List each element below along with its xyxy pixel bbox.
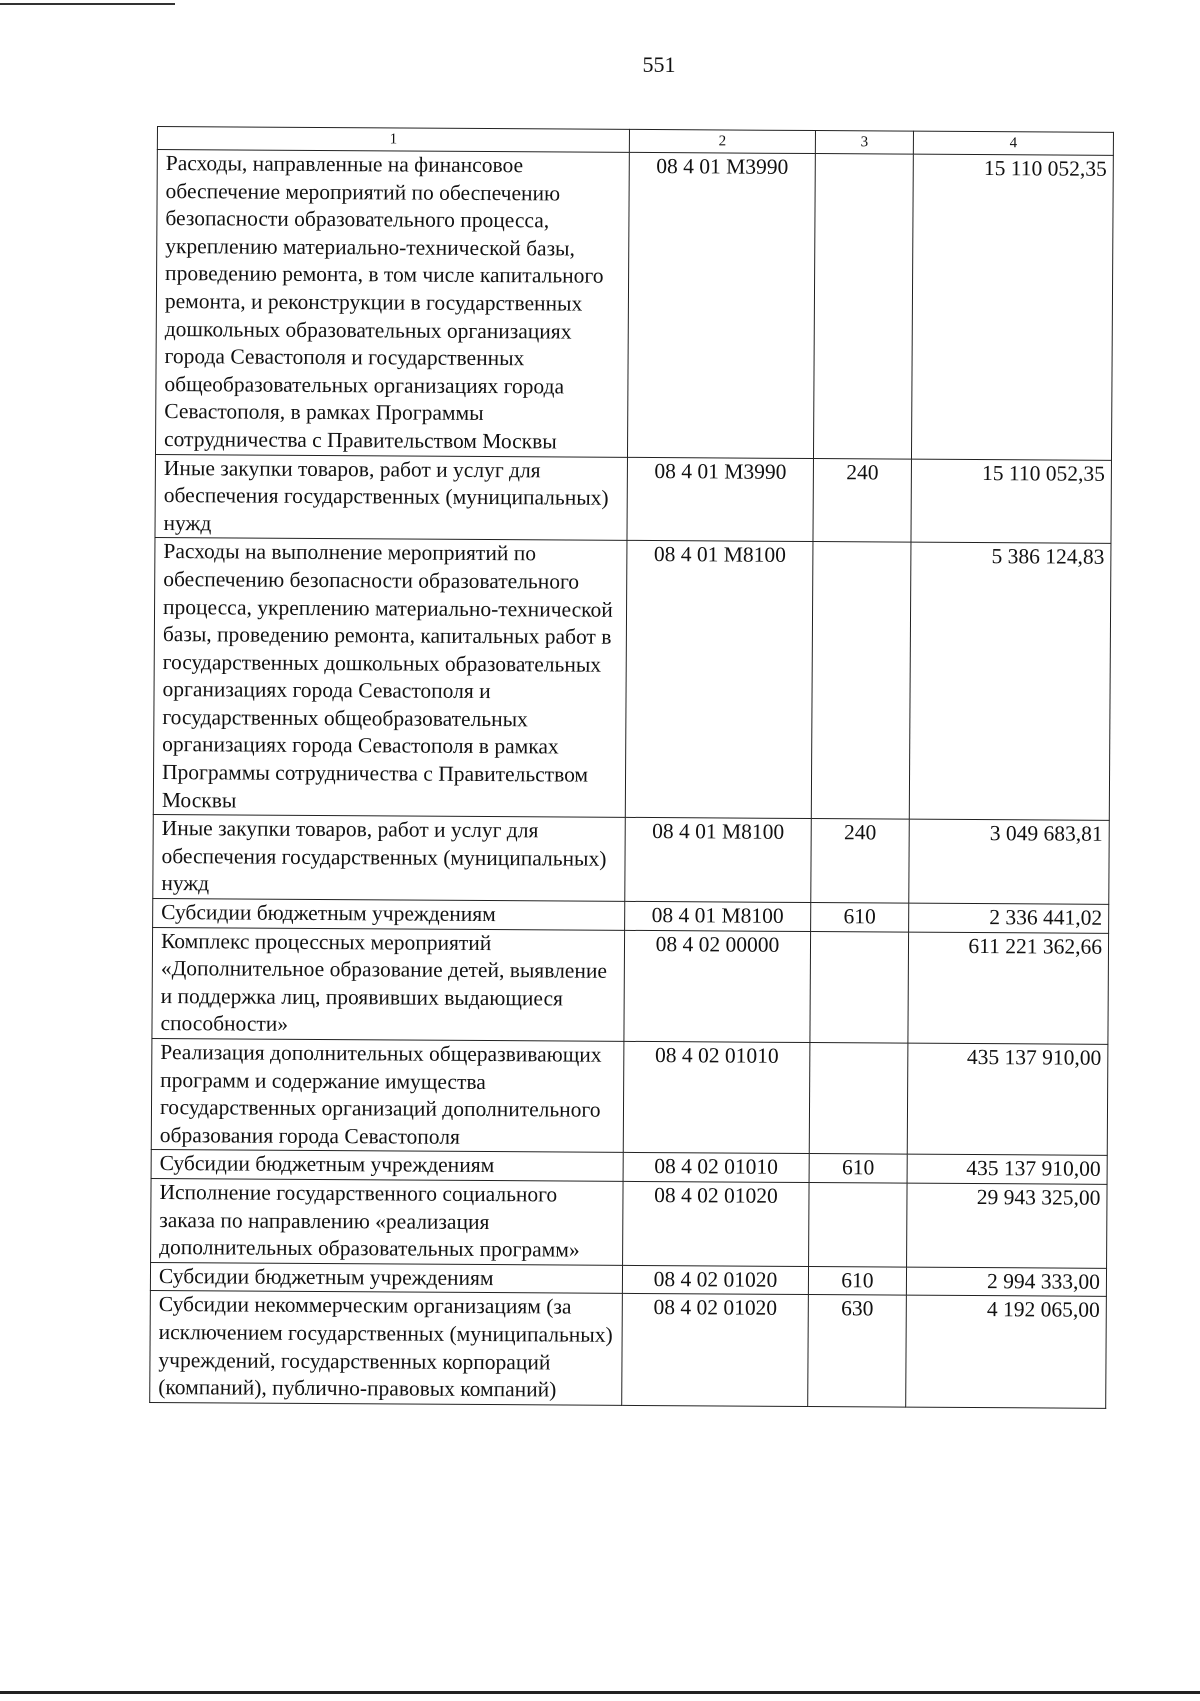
row-amount: 3 049 683,81 [909,819,1110,904]
row-name: Реализация дополнительных общеразвивающих программ и содержание имущества государственных организаций дополнительного образования города Севастополя [151,1038,624,1152]
row-amount: 2 336 441,02 [909,903,1109,933]
row-amount: 611 221 362,66 [908,932,1109,1045]
row-name: Иные закупки товаров, работ и услуг для обеспечения государственных (муниципальных) нужд [155,454,628,541]
row-amount: 15 110 052,35 [911,154,1113,460]
row-kind: 240 [813,458,912,542]
row-name: Иные закупки товаров, работ и услуг для обеспечения государственных (муниципальных) нужд [153,815,626,902]
row-code: 08 4 02 01020 [623,1181,810,1266]
row-amount: 29 943 325,00 [907,1183,1108,1268]
row-code: 08 4 02 01010 [623,1153,809,1183]
column-header: 2 [629,129,815,153]
table-row [152,927,1109,1044]
column-header: 4 [913,131,1113,155]
row-kind [810,931,909,1043]
row-kind [813,154,913,459]
table-row [151,1038,1108,1155]
row-amount: 2 994 333,00 [906,1267,1106,1297]
row-name: Расходы, направленные на финансовое обеспечение мероприятий по обеспечению безопасности образовательного процесса, укреплению материально-технической базы, проведению ремонта, в том числе капитального ремонта, и реконструкции в государственных дошкольных образовательных организациях города Севастополя и государственных общеобразовательных организациях города Севастополя, в рамках Программы сотрудничества с Правительством Москвы [155,150,629,457]
column-header: 1 [157,127,629,153]
table-row [155,454,1111,544]
row-kind: 240 [811,819,910,903]
row-amount: 435 137 910,00 [907,1043,1108,1156]
row-name: Комплекс процессных мероприятий «Дополнительное образование детей, выявление и поддержка лиц, проявивших выдающиеся способности» [152,927,625,1041]
row-code: 08 4 02 01020 [622,1265,808,1295]
row-amount: 5 386 124,83 [909,542,1111,820]
row-code: 08 4 02 01020 [622,1294,809,1407]
row-code: 08 4 01 M8100 [625,541,813,819]
row-code: 08 4 01 M8100 [625,901,811,931]
row-kind: 630 [808,1295,907,1407]
row-kind [809,1043,908,1155]
table-row [155,150,1113,460]
row-name: Субсидии некоммерческим организациям (за исключением государственных (муниципальных) учреждений, государственных корпораций (компаний), публично-правовых компаний) [150,1291,623,1405]
row-kind [809,1182,908,1266]
row-amount: 15 110 052,35 [911,459,1112,544]
row-amount: 435 137 910,00 [907,1154,1107,1184]
column-header: 3 [815,131,913,155]
page-number: 551 [642,52,676,77]
row-kind: 610 [808,1266,906,1295]
table-row [151,1178,1107,1268]
table-row [150,1291,1107,1408]
scan-edge-bottom [0,1691,1200,1694]
row-name: Субсидии бюджетным учреждениям [153,899,625,930]
budget-table [149,126,1114,1409]
row-amount: 4 192 065,00 [906,1295,1107,1408]
table-row [153,815,1109,905]
row-kind [811,542,911,820]
row-name: Субсидии бюджетным учреждениям [151,1150,623,1181]
row-code: 08 4 02 01010 [623,1041,810,1154]
row-code: 08 4 01 M3990 [627,152,815,458]
row-kind: 610 [811,903,909,932]
table-row [153,538,1111,821]
row-name: Субсидии бюджетным учреждениям [150,1262,622,1293]
scan-edge-top [0,3,175,5]
row-code: 08 4 01 M3990 [627,457,814,542]
row-name: Исполнение государственного социального заказа по направлению «реализация дополнительных образовательных программ» [151,1178,624,1265]
row-name: Расходы на выполнение мероприятий по обеспечению безопасности образовательного процесса, укреплению материально-технической базы, проведению ремонта, капитальных работ в государственных дошкольных образовательных организациях города Севастополя и государственных общеобразовательных организациях города Севастополя в рамках Программы сотрудничества с Правительством Москвы [153,538,627,818]
row-code: 08 4 01 M8100 [625,818,812,903]
row-code: 08 4 02 00000 [624,930,811,1043]
row-kind: 610 [809,1154,907,1183]
